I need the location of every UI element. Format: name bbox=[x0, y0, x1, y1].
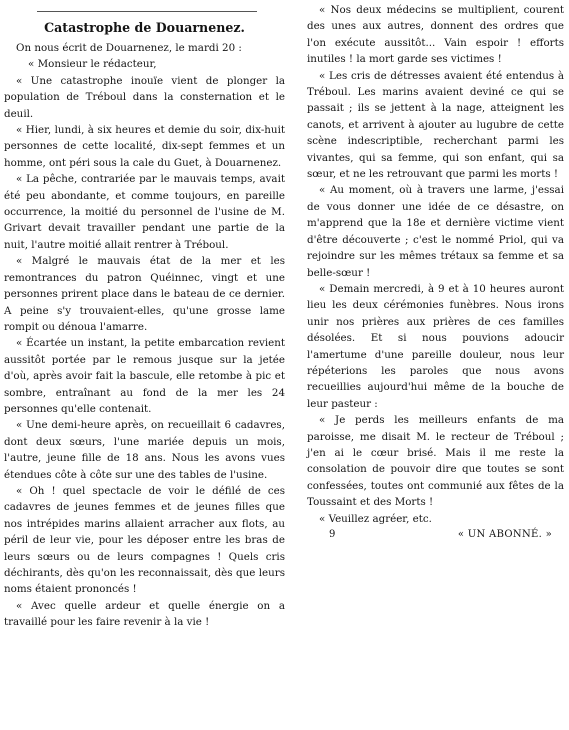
paragraph: On nous écrit de Douarnenez, le mardi 20 : bbox=[16, 42, 242, 54]
paragraph: « Oh ! quel spectacle de voir le défilé de ces cadavres de jeunes femmes et de jeunes filles que nos intrépides marins allaient arracher aux flots, au péril de leur vie, pour les déposer entre les bras de leurs sœurs ou de leurs compagnes ! Quels cris déchirants, dès qu'on les reconnaissait, dès que leurs noms étaient prononcés ! bbox=[4, 484, 285, 596]
paragraph: « Demain mercredi, à 9 et à 10 heures auront lieu les deux cérémonies funèbres. Nous irons unir nos prières aux prières de ces familles désolées. Et si nous pouvions adoucir l'amertume d'une pareille douleur, nous leur répéterions les paroles que nous avons recueillies aujourd'hui même de la bouche de leur pasteur : bbox=[307, 282, 564, 410]
paragraph: « Nos deux médecins se multiplient, courent des unes aux autres, donnent des ordres que l'on exécute aussitôt... Vain espoir ! efforts inutiles ! la mort garde ses victimes ! bbox=[307, 4, 564, 66]
signature: « UN ABONNÉ. » bbox=[457, 529, 552, 540]
paragraph: « Hier, lundi, à six heures et demie du soir, dix-huit personnes de cette localité, dix-sept femmes et un homme, ont péri sous la cale du Guet, à Douarnenez. bbox=[4, 124, 285, 169]
paragraph: « Les cris de détresses avaient été entendus à Tréboul. Les marins avaient deviné ce qui se passait ; ils se jettent à la nage, atteignent les canots, et arrivent à ajouter au lugubre de cette scène indescriptible, recherchant parmi les vivantes, qui sa femme, qui son enfant, qui sa sœur, et ne les retrouvant que parmi les morts ! bbox=[307, 69, 564, 181]
paragraph: « Veuillez agréer, etc. bbox=[319, 512, 432, 525]
paragraph: « Au moment, où à travers une larme, j'essai de vous donner une idée de ce désastre, on m'apprend que la 18e et dernière victime vient d'être découverte ; c'est le nommé Priol, qui va rejoindre sur les mêmes trétaux sa femme et sa belle-sœur ! bbox=[307, 184, 564, 279]
column-gap bbox=[289, 0, 303, 730]
page-number: 9 bbox=[329, 529, 336, 540]
paragraph: « Une catastrophe inouïe vient de plonger la population de Tréboul dans la consternation et le deuil. bbox=[4, 74, 285, 120]
paragraph: « La pêche, contrariée par le mauvais temps, avait été peu abondante, et comme toujours, en pareille occurrence, la moitié du personnel de l'usine de M. Grivart devait travailler pendant une partie de la nuit, l'autre moitié allait rentrer à Tréboul. bbox=[4, 173, 285, 251]
paragraph: « Écartée un instant, la petite embarcation revient aussitôt portée par le remous jusque sur la jetée d'où, après avoir fait la bascule, elle retombe à pic et sombre, entraînant au fond de la mer les 24 personnes qu'elle contenait. bbox=[4, 337, 285, 415]
paragraph: « Avec quelle ardeur et quelle énergie on a travaillé pour les faire revenir à la vie ! bbox=[4, 599, 285, 629]
paragraph: « Monsieur le rédacteur, bbox=[28, 58, 157, 71]
paragraph: « Je perds les meilleurs enfants de ma paroisse, me disait M. le recteur de Tréboul ; j'en ai le cœur brisé. Mais il me reste la consolation de pouvoir dire que toutes se sont confessées, toutes ont communié aux fêtes de la Toussaint et des Morts ! bbox=[307, 414, 564, 509]
top-rule bbox=[37, 11, 257, 12]
signature-line bbox=[307, 527, 564, 543]
paragraph: « Une demi-heure après, on recueillait 6 cadavres, dont deux sœurs, l'une mariée depuis un mois, l'autre, jeune fille de 18 ans. Nous les avons vues étendues côte à côte sur une des tables de l'usine. bbox=[4, 419, 285, 481]
paragraph: « Malgré le mauvais état de la mer et les remontrances du patron Quéinnec, vingt et une personnes prirent place dans le bateau de ce dernier. A peine s'y trouvaient-elles, qu'une grosse lame rompit ou dénoua l'amarre. bbox=[4, 255, 285, 333]
article-column-right bbox=[304, 2, 567, 543]
article-column-left bbox=[2, 5, 289, 631]
article-title: Catastrophe de Douarnenez. bbox=[44, 20, 245, 35]
